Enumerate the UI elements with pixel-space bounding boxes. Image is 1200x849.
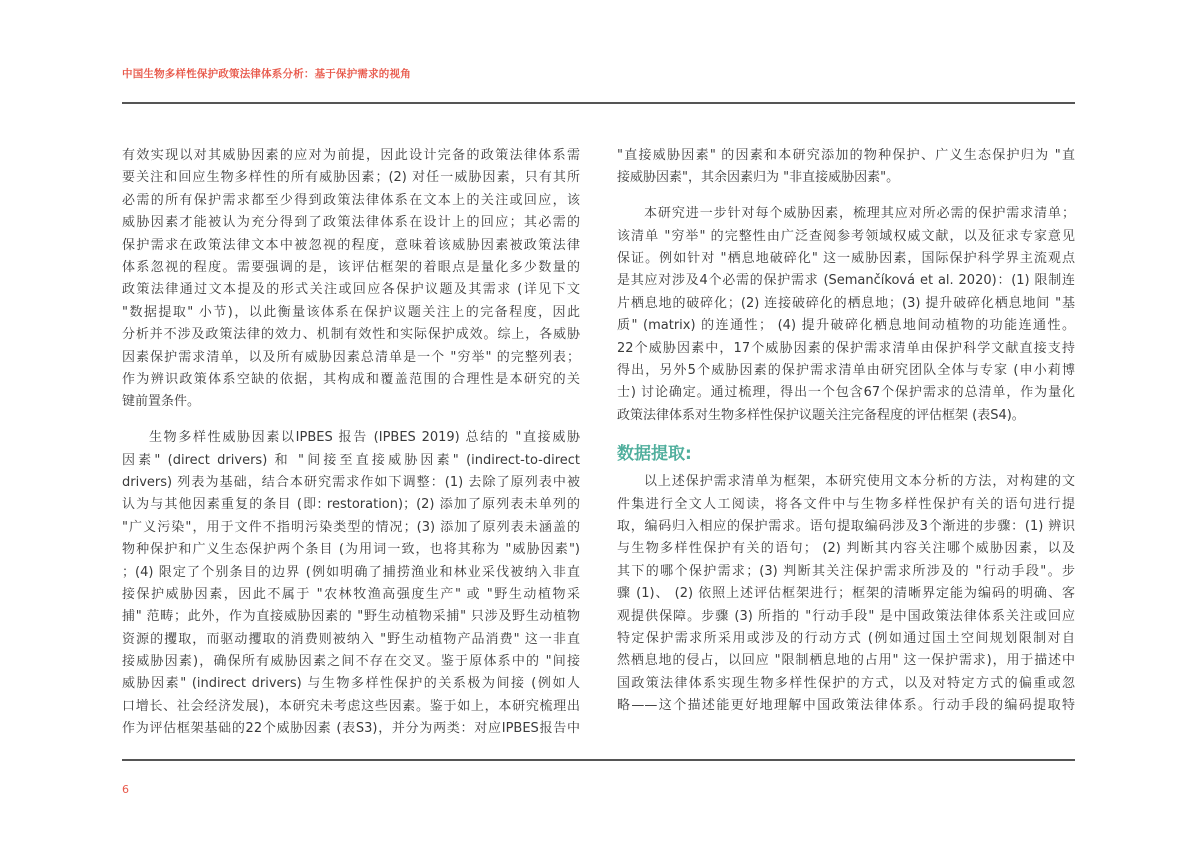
text-line: "广义污染"，用于文件不指明污染类型的情况；(3) 添加了原列表未涵盖的	[122, 519, 580, 535]
text-line: 要关注和回应生物多样性的所有威胁因素；(2) 对任一威胁因素，只有其所	[122, 170, 580, 186]
text-line: drivers) 列表为基础，结合本研究需求作如下调整：(1) 去除了原列表中被	[122, 474, 580, 490]
text-line: 特定保护需求所采用或涉及的行动方式 (例如通过国土空间规划限制对自	[617, 630, 1075, 646]
text-line: 是其应对涉及4个必需的保护需求 (Semančíková et al. 2020)：(1) 限制连	[617, 273, 1075, 289]
text-line: 接威胁因素"，其余因素归为 "非直接威胁因素"。	[617, 170, 900, 186]
text-line: 然栖息地的侵占，以回应 "限制栖息地的占用" 这一保护需求)，用于描述中	[617, 653, 1075, 669]
text-line: 其下的哪个保护需求；(3) 判断其关注保护需求所涉及的 "行动手段"。步	[617, 563, 1075, 579]
text-line: 接保护威胁因素，因此不属于 "农林牧渔高强度生产" 或 "野生动植物采	[122, 586, 580, 602]
paragraph	[617, 471, 1075, 717]
header-rule	[122, 102, 1075, 104]
text-line: 片栖息地的破碎化；(2) 连接破碎化的栖息地；(3) 提升破碎化栖息地间 "基	[617, 295, 1075, 311]
text-line: 国政策法律体系实现生物多样性保护的方式，以及对特定方式的偏重或忽	[617, 675, 1075, 691]
section-heading: 数据提取:	[617, 444, 692, 465]
text-line: 本研究进一步针对每个威胁因素，梳理其应对所必需的保护需求清单；	[644, 206, 1075, 222]
text-line: 质" (matrix) 的连通性； (4) 提升破碎化栖息地间动植物的功能连通性。	[617, 318, 1075, 334]
text-line: 必需的所有保护需求都至少得到政策法律体系在文本上的关注或回应，该	[122, 192, 580, 208]
text-line: "直接威胁因素" 的因素和本研究添加的物种保护、广义生态保护归为 "直	[617, 148, 1075, 163]
text-line: 物种保护和广义生态保护两个条目 (为用词一致，也将其称为 "威胁因素")	[122, 542, 580, 558]
paragraph	[122, 145, 580, 414]
page-number: 6	[122, 783, 129, 796]
text-line: 与生物多样性保护有关的语句； (2) 判断其内容关注哪个威胁因素，以及	[617, 541, 1075, 557]
running-title: 中国生物多样性保护政策法律体系分析：基于保护需求的视角	[122, 68, 411, 80]
text-line: 因素" (direct drivers) 和 "间接至直接威胁因素" (indirect-to-direct	[122, 452, 580, 468]
paragraph	[617, 203, 1075, 427]
text-line: 作为评估框架基础的22个威胁因素 (表S3)，并分为两类：对应IPBES报告中	[122, 721, 580, 737]
text-line: 件集进行全文人工阅读，将各文件中与生物多样性保护有关的语句进行提	[617, 496, 1075, 512]
text-line: 略——这个描述能更好地理解中国政策法律体系。行动手段的编码提取特	[617, 698, 1075, 714]
text-line: 保证。例如针对 "栖息地破碎化" 这一威胁因素，国际保护科学界主流观点	[617, 251, 1075, 267]
text-line: 22个威胁因素中，17个威胁因素的保护需求清单由保护科学文献直接支持	[617, 340, 1075, 356]
paragraph	[617, 145, 1075, 190]
text-line: 键前置条件。	[122, 394, 201, 410]
text-line: 保护需求在政策法律文本中被忽视的程度，意味着该威胁因素被政策法律	[122, 237, 580, 253]
text-line: 体系忽视的程度。需要强调的是，该评估框架的着眼点是量化多少数量的	[122, 259, 580, 275]
text-line: 政策法律通过文本提及的形式关注或回应各保护议题及其需求 (详见下文	[122, 282, 580, 298]
text-line: 口增长、社会经济发展)，本研究未考虑这些因素。鉴于如上，本研究梳理出	[122, 698, 580, 714]
text-line: 作为辨识政策体系空缺的依据，其构成和覆盖范围的合理性是本研究的关	[122, 371, 580, 387]
text-line: 骤 (1)、 (2) 依照上述评估框架进行；框架的清晰界定能为编码的明确、客	[617, 586, 1075, 602]
text-line: 捕" 范畴；此外，作为直接威胁因素的 "野生动植物采捕" 只涉及野生动植物	[122, 609, 580, 625]
text-line: 认为与其他因素重复的条目 (即: restoration)；(2) 添加了原列表未单列的	[122, 497, 580, 513]
text-line: 威胁因素" (indirect drivers) 与生物多样性保护的关系极为间接 (例如人	[122, 676, 580, 692]
text-line: 政策法律体系对生物多样性保护议题关注完备程度的评估框架 (表S4)。	[617, 407, 1025, 423]
text-line: 得出，另外5个威胁因素的保护需求清单由研究团队全体与专家 (申小莉博	[617, 363, 1075, 379]
paragraph-gap	[122, 414, 580, 428]
footer-rule	[122, 759, 1075, 761]
text-line: 以上述保护需求清单为框架，本研究使用文本分析的方法，对构建的文	[644, 474, 1075, 490]
paragraph	[122, 427, 580, 740]
text-line: 取，编码归入相应的保护需求。语句提取编码涉及3个渐进的步骤：(1) 辨识	[617, 518, 1075, 534]
text-line: "数据提取" 小节)，以此衡量该体系在保护议题关注上的完备程度，因此	[122, 304, 580, 320]
text-line: ；(4) 限定了个别条目的边界 (例如明确了捕捞渔业和林业采伐被纳入非直	[122, 564, 580, 580]
text-line: 因素保护需求清单，以及所有威胁因素总清单是一个 "穷举" 的完整列表；	[122, 349, 580, 365]
paragraph-gap	[617, 190, 1075, 204]
text-line: 分析并不涉及政策法律的效力、机制有效性和实际保护成效。综上，各威胁	[122, 327, 580, 343]
left-column	[122, 145, 580, 741]
text-line: 接威胁因素)，确保所有威胁因素之间不存在交叉。鉴于原体系中的 "间接	[122, 654, 580, 670]
text-line: 有效实现以对其威胁因素的应对为前提，因此设计完备的政策法律体系需	[122, 148, 580, 163]
text-line: 资源的攫取，而驱动攫取的消费则被纳入 "野生动植物产品消费" 这一非直	[122, 631, 580, 647]
text-line: 观提供保障。步骤 (3) 所指的 "行动手段" 是中国政策法律体系关注或回应	[617, 608, 1075, 624]
text-line: 生物多样性威胁因素以IPBES 报告 (IPBES 2019) 总结的 "直接威胁	[149, 430, 580, 446]
text-line: 威胁因素才能被认为充分得到了政策法律体系在设计上的回应；其必需的	[122, 215, 580, 231]
text-line: 该清单 "穷举" 的完整性由广泛查阅参考领域权威文献，以及征求专家意见	[617, 228, 1075, 244]
right-column	[617, 145, 1075, 717]
text-line: 士) 讨论确定。通过梳理，得出一个包含67个保护需求的总清单，作为量化	[617, 385, 1075, 401]
